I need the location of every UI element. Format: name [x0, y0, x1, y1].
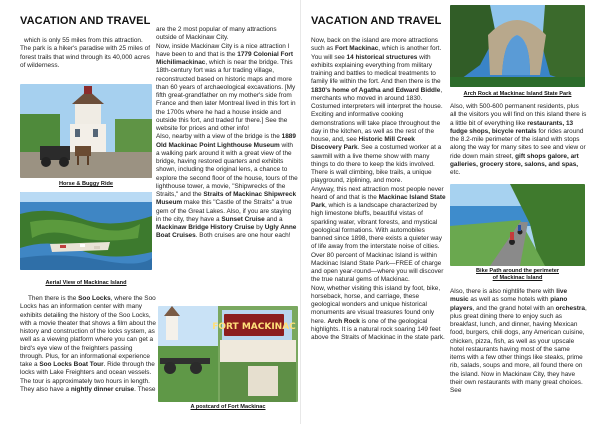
text-run: etc. [450, 169, 461, 176]
text-run: . Ride through the locks with Lake Freighters and ocean vessels. The tour is approximately two hours in length. They also have a [20, 361, 155, 393]
left-column-1 [20, 0, 154, 70]
bold-run: orchestra [555, 304, 585, 312]
bold-run: nightly dinner cruise [70, 385, 135, 393]
bold-run: Mackinaw Bridge History Cruise [156, 224, 255, 231]
soo-locks-block [20, 295, 156, 394]
bold-run: Ugly Anne Boat Cruises [156, 224, 297, 240]
bike-path-photo [450, 184, 585, 266]
bold-run: 14 historical structures [346, 53, 418, 61]
right-column-2b [450, 288, 587, 395]
arch-rock-photo [450, 5, 585, 87]
postcard-sign-text: FORT MACKINAC [212, 322, 296, 332]
soo-locks-paragraph [20, 295, 156, 394]
bold-run: Soo Locks [78, 295, 111, 302]
bold-run: 1889 Old Mackinac Point Lighthouse Museum [156, 133, 296, 149]
text-run: , which is a landscape characterized by high limestone bluffs, beautiful vistas of sparkling water, vibrant forests, and mystical geological formations. With automobiles banned since 1898, there exists a quieter way of life away from the interstate noise of cities. Over 80 percent of Mackinac Island is within Mackinac Island State Park—FREE of charge and open year-round—where you will discover the true natural gems of Mackinac. Now, whether visiting this island by foot, bike, horseback, horse, and carriage, these geological wonders and unique historical monuments are visual treasures found only here. [311, 202, 444, 325]
right-column-1 [311, 0, 446, 342]
text-run: , which is near the bridge. This 18th-century fort was a fur trading village, reconstructed based on historic maps and more than 60 years of archaeological excavations. [My fifth great-grandfather on my mother's side from France and then later Montreal lived in this fort in the 1700s where he had a house inside and outside this fort, and traded fur there.] See the website for prices and other info! Also, nearby with a view of the bridge is the [156, 59, 296, 141]
text-run: Now, back on the island are more attractions such as [311, 37, 439, 53]
text-run: and a [264, 215, 283, 223]
text-run: , merchants who moved in around 1830. Costumed interpreters will interpret the house. Exciting and informative cooking demonstrations will take place throughout the day in the kitchen, as well as the rest of the house, and, see [311, 86, 443, 143]
text-run: Also, with 500-600 permanent residents, plus all the visitors you will find on this island there is a little bit of everything like [450, 103, 587, 127]
aerial-view-photo [20, 192, 152, 270]
text-run: . See a costumed worker at a sawmill with a live theme show with many things to do there to keep the kids involved. There is wall climbing, bike trails, a unique playground, ziplining, and more. Anyway, this next attraction most people never heard of and that is the [311, 144, 444, 201]
island-shops-paragraph [450, 103, 587, 177]
text-run: as well as some hotels with [468, 296, 551, 304]
bold-run: 1830's home of Agatha and Edward Biddle [311, 86, 441, 94]
page-fold [300, 0, 301, 424]
aerial-view-caption: Aerial View of Mackinac Island [45, 280, 127, 286]
bold-run: Sunset Cruise [221, 215, 265, 223]
text-run: , plus great dining there to enjoy such as breakfast, lunch, and dinner, having Mexican food, burgers, chili dogs, any American cuisine, chicken, pizza, fish, as well as your upscale hotel restaurants having most of the same items with a few other things like steaks, prime rib, salads, soups and more, all found there on the island. Now in Mackinaw City, they have their own restaurants with many great choices. See [450, 304, 587, 394]
horse-buggy-photo [20, 84, 152, 178]
text-run: with a walking park around it with a great view of the bridge, having restored quarters and exhibits shown, including the original lens, a chance to explore the second floor of the house, tours of the lighthouse tower, a movie, "Shipwrecks of the Straits," and the [156, 141, 298, 198]
postcard-caption: A postcard of Fort Mackinac [190, 404, 266, 410]
text-run: Also, there is also nightlife there with [450, 288, 557, 295]
bold-run: Arch Rock [327, 317, 360, 325]
bold-run: piano players [450, 296, 568, 312]
bold-run: restaurants, 13 fudge shops, bicycle rentals [450, 119, 574, 135]
text-run: is one of the geological highlights. It is a natural rock soaring 149 feet above the Straits of Mackinac in the state park. [311, 317, 445, 341]
fort-michilimackinac-paragraph [156, 26, 298, 241]
text-run: Then there is the [28, 295, 79, 302]
text-run: , which is another fort. You will see [311, 45, 442, 61]
bold-run: Fort Mackinac [334, 45, 379, 53]
text-run: . These [134, 385, 156, 393]
left-page-heading: VACATION AND TRAVEL [20, 15, 151, 27]
island-attractions-paragraph [311, 37, 446, 342]
intro-paragraph: which is only 55 miles from this attraction. The park is a hiker's paradise with 25 miles of forest trails that wind through its 40,000 acres of wilderness. [20, 37, 151, 69]
bike-path-caption-2: of Mackinac Island [492, 275, 543, 281]
text-run: are the 2 most popular of many attractions outside of Mackinaw City. Now, inside Mackinaw City is a nice attraction I have been to and that is the [156, 26, 290, 58]
bold-run: live music [450, 288, 568, 304]
text-run: , where the Soo Locks has an information center with many exhibits detailing the history of the Soo Locks, with a movie theater that shows a film about the history and construction of the locks system, as well as a viewing platform where you can get a bird's eye view of the freighters passing through. Plus, for an informational experience take a [20, 295, 156, 368]
right-column-2a [450, 103, 587, 177]
fort-mackinac-postcard [158, 306, 298, 402]
bike-path-caption-1: Bike Path around the perimeter [476, 268, 559, 274]
bold-run: Mackinac Island State Park [311, 193, 446, 209]
bold-run: Soo Locks Boat Tour [39, 361, 104, 368]
arch-rock-caption: Arch Rock at Mackinac Island State Park [463, 91, 572, 97]
right-page-heading: VACATION AND TRAVEL [311, 15, 442, 27]
text-run: make this "Castle of the Straits" a true gem of the Great Lakes. Also, if you are staying in the city, they have a [156, 199, 293, 223]
nightlife-dining-paragraph [450, 288, 587, 395]
bold-run: gift shops galore, art galleries, grocery store, salons, and spas, [450, 152, 579, 168]
horse-buggy-caption: Horse & Buggy Ride [58, 181, 114, 187]
text-run: by [254, 224, 265, 231]
text-run: for rides around the 8.2-mile perimeter of the island with stops along the way for many sites to see and view or ride down main street, [450, 127, 586, 160]
bold-run: Historic Mill Creek Discovery Park [311, 136, 415, 152]
text-run: . Both cruises are one hour each! [195, 232, 291, 240]
left-column-2 [156, 26, 298, 241]
text-run: with exhibits explaining everything from military training and battles to medical treatments to family life within the fort. And then there is the [311, 53, 441, 86]
bold-run: 1779 Colonial Fort Michilimackinac [156, 50, 294, 66]
bold-run: Straits of Mackinac Shipwreck Museum [156, 191, 297, 207]
text-run: , and the grand hotel with an [472, 304, 556, 312]
